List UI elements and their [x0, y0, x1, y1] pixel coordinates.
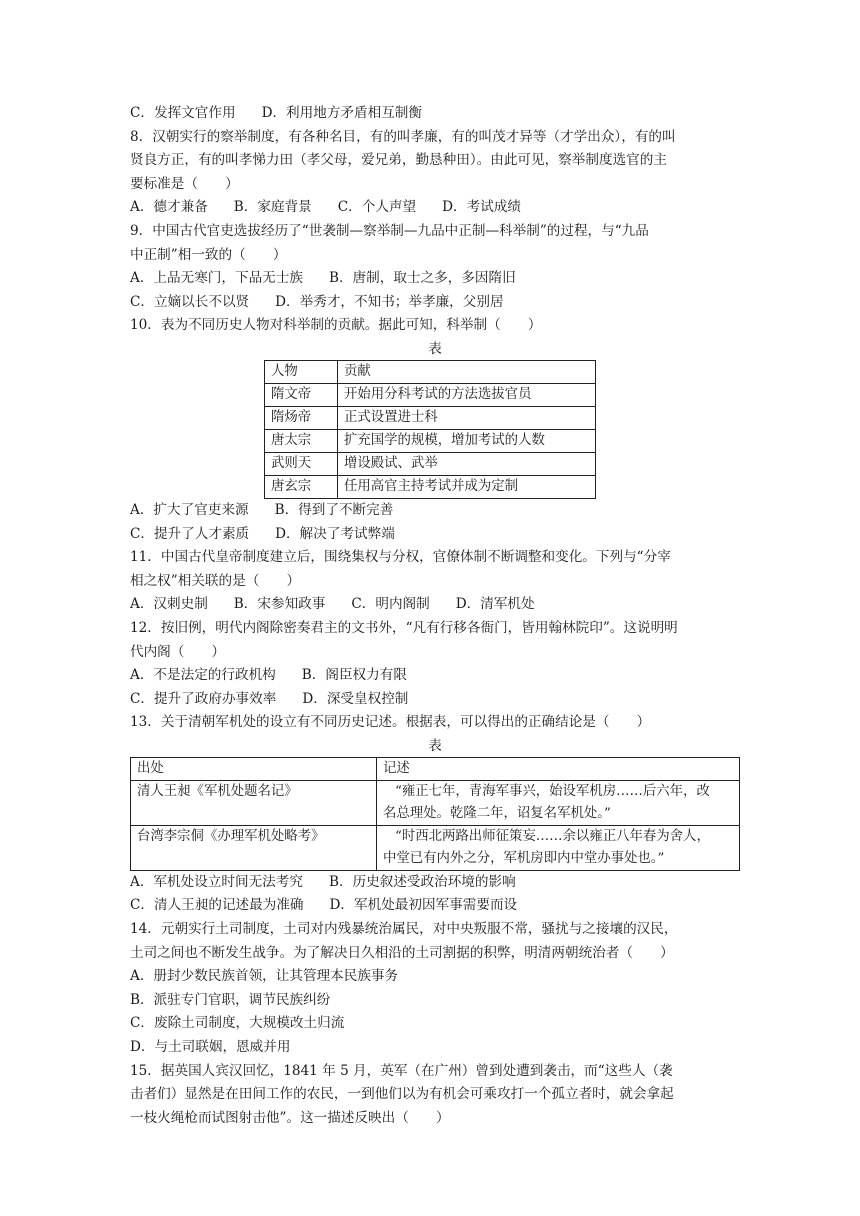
- question-10: [130, 314, 740, 546]
- q10-option-c: C．提升了人才素质: [130, 525, 250, 542]
- table-cell: 扩充国学的规模，增加考试的人数: [338, 429, 596, 452]
- q11-option-c: C．明内阁制: [351, 596, 430, 613]
- q12-options-row: [130, 664, 740, 688]
- q14-stem-line: 14．元朝实行土司制度，土司对内残暴统治属民，对中央叛服不常，骚扰与之接壤的汉民，: [130, 921, 678, 938]
- question-14: [130, 918, 740, 1060]
- q9-stem-line: 9．中国古代官吏选拔经历了“世袭制—察举制—九品中正制—科举制”的过程，与“九品: [130, 222, 649, 239]
- exam-page: [130, 102, 740, 1130]
- record-line: 名总理处。乾隆二年，诏复名军机处。”: [383, 805, 611, 821]
- table-header-cell: 出处: [131, 757, 377, 780]
- table-cell-source: 台湾李宗侗《办理军机处略考》: [131, 825, 377, 870]
- q9-option-a: A．上品无寒门，下品无士族: [130, 270, 303, 287]
- question-11: [130, 546, 740, 617]
- table-header-cell: 人物: [265, 360, 338, 383]
- q10-options-row: [130, 523, 740, 547]
- table-row: [265, 406, 596, 429]
- q15-stem-line: 15．据英国人宾汉回忆，1841 年 5 月，英军（在广州）曾到处遭到袭击，而“这些人（袭: [130, 1062, 673, 1079]
- q8-option-c: C．个人声望: [337, 199, 417, 216]
- q8-stem-line: 8．汉朝实行的察举制度，有各种名目，有的叫孝廉，有的叫茂才异等（才学出众），有的叫: [130, 128, 676, 145]
- q8-stem-line: 要标准是（ ）: [130, 175, 239, 192]
- q7-options: [130, 102, 740, 126]
- q10-table: [264, 360, 596, 499]
- q9-option-d: D．举秀才，不知书；举孝廉，父别居: [275, 293, 504, 310]
- q8-option-a: A．德才兼备: [130, 199, 208, 216]
- question-12: [130, 617, 740, 711]
- q9-stem-line: 中正制”相一致的（ ）: [130, 246, 287, 263]
- question-13: [130, 711, 740, 918]
- q10-options-row: [130, 499, 740, 523]
- q11-stem-line: 11．中国古代皇帝制度建立后，围绕集权与分权，官僚体制不断调整和变化。下列与“分宰: [130, 549, 671, 566]
- table-header-row: [131, 757, 740, 780]
- q9-option-b: B．唐制，取士之多，多因隋旧: [328, 270, 516, 287]
- q11-options: [130, 593, 740, 617]
- q11-stem-line: 相之权”相关联的是（ ）: [130, 572, 301, 589]
- table-cell: 任用高官主持考试并成为定制: [338, 475, 596, 498]
- question-9: [130, 220, 740, 314]
- q9-option-c: C．立嫡以长不以贤: [130, 293, 250, 310]
- record-line: “雍正七年，青海军事兴，始设军机房……后六年，改: [395, 783, 710, 799]
- q12-options-row: [130, 688, 740, 712]
- q7-option-c: C．发挥文官作用: [130, 105, 236, 121]
- table-header-cell: 贡献: [338, 360, 596, 383]
- q13-option-b: B．历史叙述受政治环境的影响: [328, 873, 516, 890]
- table-row: [265, 429, 596, 452]
- q15-stem-line: 一枝火绳枪而试图射击他”。这一描述反映出（ ）: [130, 1109, 450, 1126]
- table-cell: 唐玄宗: [265, 475, 338, 498]
- table-cell: 隋炀帝: [265, 406, 338, 429]
- q13-table-caption: 表: [428, 737, 442, 754]
- table-header-cell: 记述: [377, 757, 740, 780]
- q13-table: [130, 757, 740, 871]
- q14-option-b: B．派驻专门官职，调节民族纠纷: [130, 991, 331, 1008]
- q12-option-d: D．深受皇权控制: [302, 690, 409, 707]
- q11-option-a: A．汉刺史制: [130, 596, 208, 613]
- table-cell: 增设殿试、武举: [338, 452, 596, 475]
- q14-stem-line: 土司之间也不断发生战争。为了解决日久相沿的土司割据的积弊，明清两朝统治者（ ）: [130, 944, 674, 961]
- table-header-row: [265, 360, 596, 383]
- table-row: [265, 383, 596, 406]
- record-line: 中堂已有内外之分，军机房即内中堂办事处也。”: [383, 850, 665, 866]
- question-15: [130, 1060, 740, 1131]
- q11-option-b: B．宋参知政事: [233, 596, 326, 613]
- q7-option-d: D．利用地方矛盾相互制衡: [261, 105, 422, 121]
- table-cell: 唐太宗: [265, 429, 338, 452]
- q8-stem-line: 贤良方正，有的叫孝悌力田（孝父母，爱兄弟，勤恳种田）。由此可见，察举制度选官的主: [130, 152, 667, 169]
- record-line: “时西北两路出师征策妄……余以雍正八年春为舍人，: [395, 828, 710, 844]
- table-row: [265, 452, 596, 475]
- table-cell: 隋文帝: [265, 383, 338, 406]
- q13-option-d: D．军机处最初因军事需要而设: [329, 897, 518, 914]
- q12-option-b: B．阁臣权力有限: [301, 667, 407, 684]
- table-cell: 开始用分科考试的方法选拔官员: [338, 383, 596, 406]
- q12-stem-line: 代内阁（ ）: [130, 643, 226, 660]
- table-cell-source: 清人王昶《军机处题名记》: [131, 780, 377, 825]
- q13-stem: 13．关于清朝军机处的设立有不同历史记述。根据表，可以得出的正确结论是（ ）: [130, 714, 651, 731]
- q14-option-d: D．与土司联姻，恩威并用: [130, 1039, 291, 1056]
- table-row: [131, 780, 740, 825]
- q13-option-a: A．军机处设立时间无法考究: [130, 873, 303, 890]
- q10-table-caption: 表: [428, 340, 442, 357]
- table-cell: 武则天: [265, 452, 338, 475]
- q9-options-row: [130, 291, 740, 315]
- q8-option-d: D．考试成绩: [442, 199, 522, 216]
- table-cell-record: [377, 780, 740, 825]
- q14-option-c: C．废除土司制度，大规模改土归流: [130, 1015, 345, 1032]
- table-cell-record: [377, 825, 740, 870]
- q12-option-a: A．不是法定的行政机构: [130, 667, 276, 684]
- q12-option-c: C．提升了政府办事效率: [130, 690, 277, 707]
- q12-stem-line: 12．按旧例，明代内阁除密奏君主的文书外，“凡有行移各衙门，皆用翰林院印”。这说明明: [130, 619, 678, 636]
- q11-option-d: D．清军机处: [455, 596, 535, 613]
- table-cell: 正式设置进士科: [338, 406, 596, 429]
- q14-option-a: A．册封少数民族首领，让其管理本民族事务: [130, 968, 399, 985]
- q8-options: [130, 196, 740, 220]
- table-row: [131, 825, 740, 870]
- q10-option-a: A．扩大了官吏来源: [130, 501, 249, 518]
- table-row: [265, 475, 596, 498]
- question-8: [130, 126, 740, 220]
- q15-stem-line: 击者们）显然是在田间工作的农民，一到他们以为有机会可乘攻打一个孤立者时，就会拿起: [130, 1086, 674, 1103]
- q13-options-row: [130, 871, 740, 895]
- q10-option-d: D．解决了考试弊端: [275, 525, 395, 542]
- q9-options-row: [130, 267, 740, 291]
- q10-stem: 10．表为不同历史人物对科举制的贡献。据此可知，科举制（ ）: [130, 317, 542, 334]
- q13-option-c: C．清人王昶的记述最为准确: [130, 897, 304, 914]
- q8-option-b: B．家庭背景: [233, 199, 312, 216]
- q10-option-b: B．得到了不断完善: [274, 501, 394, 518]
- q13-options-row: [130, 894, 740, 918]
